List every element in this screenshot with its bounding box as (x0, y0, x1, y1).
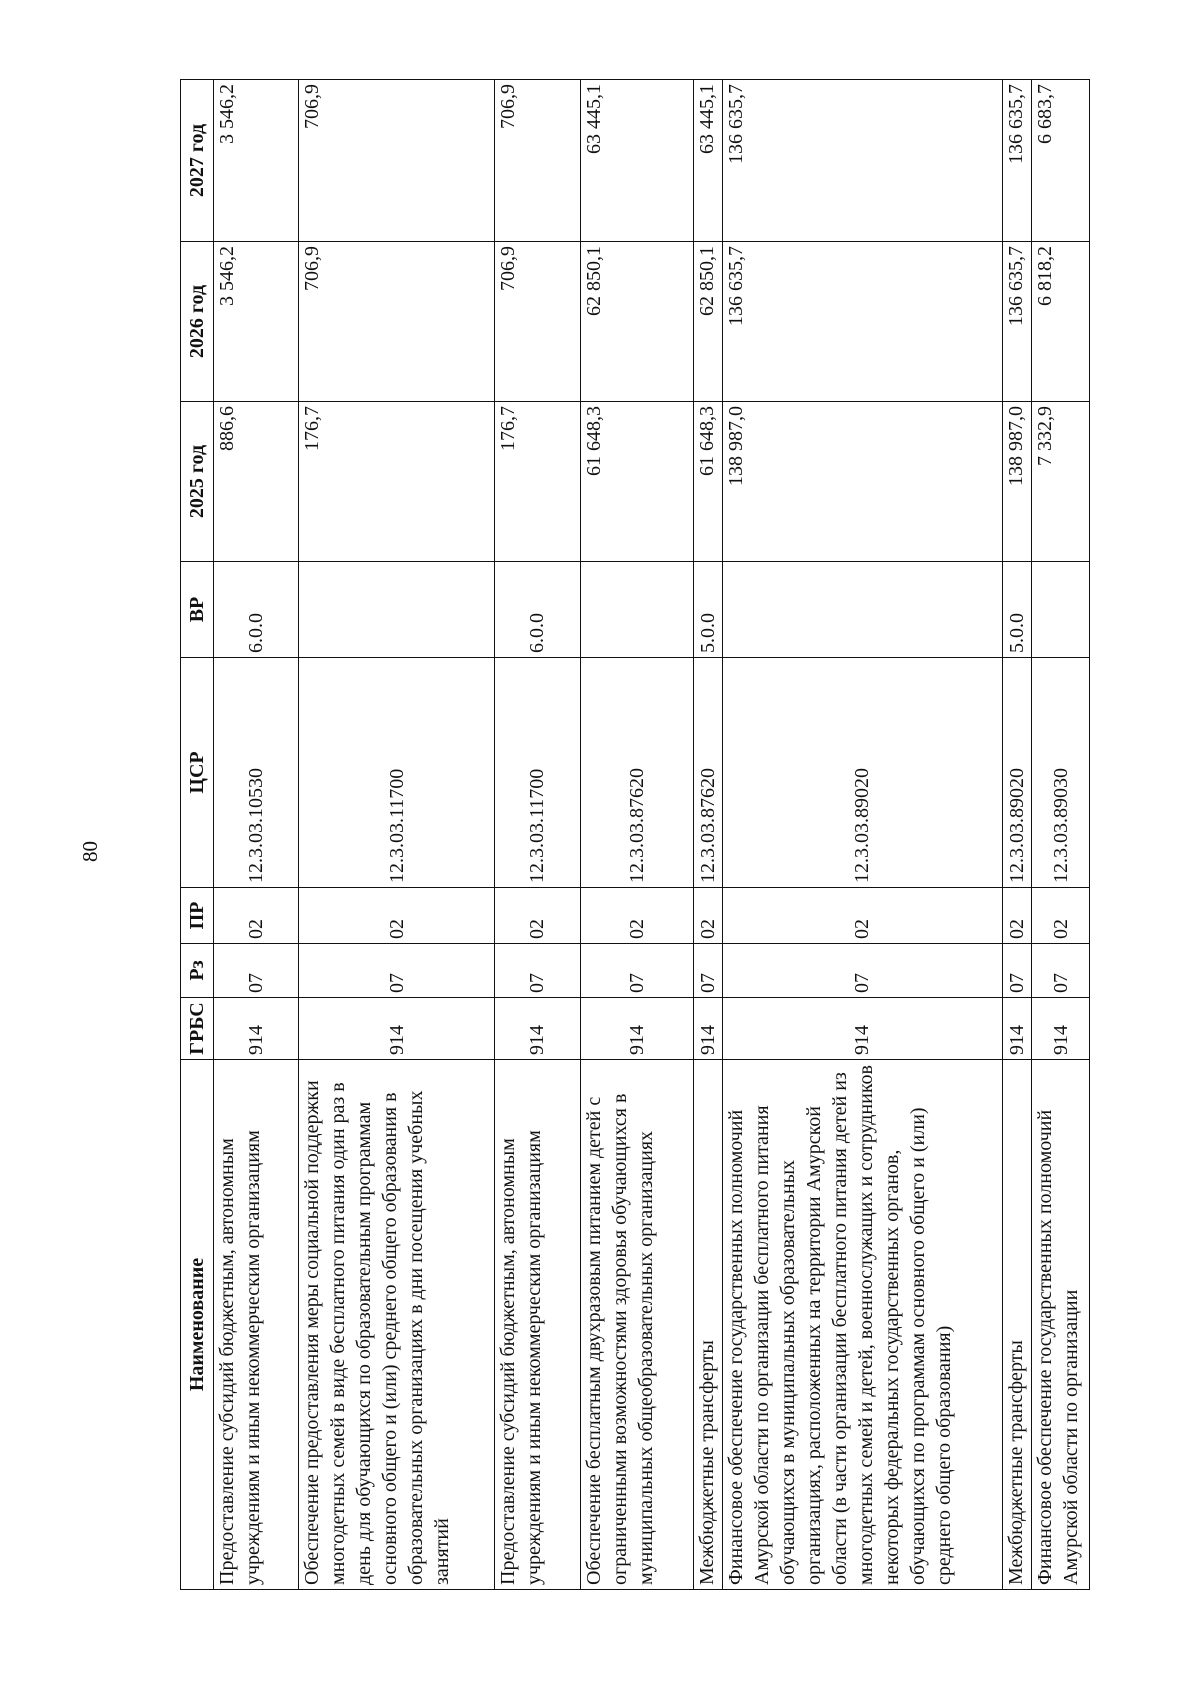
row-rz: 07 (214, 944, 299, 998)
budget-table (180, 79, 1090, 1590)
row-csr: 12.3.03.11700 (495, 658, 580, 888)
page-number: 80 (78, 841, 102, 862)
row-grbs: 914 (1002, 998, 1032, 1060)
row-grbs: 914 (214, 998, 299, 1060)
row-pr: 02 (693, 888, 723, 944)
row-2026: 136 635,7 (723, 242, 1002, 402)
row-rz: 07 (299, 944, 495, 998)
row-rz: 07 (1002, 944, 1032, 998)
row-2027: 63 445,1 (580, 80, 693, 242)
row-2027: 3 546,2 (214, 80, 299, 242)
header-name: Наименование (181, 1060, 214, 1590)
row-grbs: 914 (723, 998, 1002, 1060)
row-rz: 07 (1032, 944, 1090, 998)
budget-table-rotated (180, 80, 1090, 1590)
row-csr: 12.3.03.87620 (580, 658, 693, 888)
row-csr: 12.3.03.89020 (723, 658, 1002, 888)
header-2026: 2026 год (181, 242, 214, 402)
row-name: Межбюджетные трансферты (693, 1060, 723, 1590)
row-csr: 12.3.03.10530 (214, 658, 299, 888)
row-grbs: 914 (1032, 998, 1090, 1060)
row-2026: 136 635,7 (1002, 242, 1032, 402)
header-csr: ЦСР (181, 658, 214, 888)
header-pr: ПР (181, 888, 214, 944)
row-rz: 07 (693, 944, 723, 998)
row-name: Обеспечение бесплатным двухразовым питанием детей с ограниченными возможностями здоровья обучающихся в муниципальных общеобразовательных организациях (580, 1060, 693, 1590)
row-2027: 63 445,1 (693, 80, 723, 242)
row-2027: 706,9 (495, 80, 580, 242)
table-row (495, 80, 580, 1590)
row-rz: 07 (580, 944, 693, 998)
row-vr (1032, 562, 1090, 658)
row-2025: 61 648,3 (580, 402, 693, 562)
row-grbs: 914 (580, 998, 693, 1060)
header-2025: 2025 год (181, 402, 214, 562)
row-vr (580, 562, 693, 658)
row-csr: 12.3.03.11700 (299, 658, 495, 888)
row-2025: 176,7 (299, 402, 495, 562)
row-2025: 61 648,3 (693, 402, 723, 562)
row-pr: 02 (723, 888, 1002, 944)
row-2025: 138 987,0 (723, 402, 1002, 562)
table-row (1002, 80, 1032, 1590)
row-vr (299, 562, 495, 658)
row-name: Межбюджетные трансферты (1002, 1060, 1032, 1590)
table-header-row (181, 80, 214, 1590)
header-rz: Рз (181, 944, 214, 998)
header-grbs: ГРБС (181, 998, 214, 1060)
row-2025: 7 332,9 (1032, 402, 1090, 562)
row-pr: 02 (580, 888, 693, 944)
row-name: Обеспечение предоставления меры социальной поддержки многодетных семей в виде бесплатного питания один раз в день для обучающихся по образовательным программам основного общего и (или) среднего общего образования в образовательных организациях в дни посещения учебных занятий (299, 1060, 495, 1590)
row-vr: 5.0.0 (693, 562, 723, 658)
row-name: Финансовое обеспечение государственных полномочий Амурской области по организации (1032, 1060, 1090, 1590)
row-csr: 12.3.03.87620 (693, 658, 723, 888)
row-pr: 02 (495, 888, 580, 944)
row-csr: 12.3.03.89020 (1002, 658, 1032, 888)
row-2026: 62 850,1 (580, 242, 693, 402)
row-2026: 62 850,1 (693, 242, 723, 402)
row-grbs: 914 (299, 998, 495, 1060)
row-2026: 706,9 (299, 242, 495, 402)
row-rz: 07 (495, 944, 580, 998)
table-row (214, 80, 299, 1590)
table-row (580, 80, 693, 1590)
row-rz: 07 (723, 944, 1002, 998)
header-2027: 2027 год (181, 80, 214, 242)
row-csr: 12.3.03.89030 (1032, 658, 1090, 888)
row-vr: 5.0.0 (1002, 562, 1032, 658)
table-row (1032, 80, 1090, 1590)
row-2025: 176,7 (495, 402, 580, 562)
row-vr (723, 562, 1002, 658)
header-vr: ВР (181, 562, 214, 658)
row-2026: 706,9 (495, 242, 580, 402)
row-grbs: 914 (693, 998, 723, 1060)
row-pr: 02 (1002, 888, 1032, 944)
table-row (299, 80, 495, 1590)
row-2027: 136 635,7 (1002, 80, 1032, 242)
row-vr: 6.0.0 (214, 562, 299, 658)
row-vr: 6.0.0 (495, 562, 580, 658)
row-2025: 886,6 (214, 402, 299, 562)
row-2026: 6 818,2 (1032, 242, 1090, 402)
row-2027: 706,9 (299, 80, 495, 242)
row-2027: 6 683,7 (1032, 80, 1090, 242)
row-pr: 02 (299, 888, 495, 944)
row-name: Финансовое обеспечение государственных полномочий Амурской области по организации бесплатного питания обучающихся в муниципальных образовательных организациях, расположенных на территории Амурской области (в части организации бесплатного питания детей из многодетных семей и детей, военнослужащих и сотрудников некоторых федеральных государственных органов, обучающихся по программам основного общего и (или) среднего общего образования) (723, 1060, 1002, 1590)
row-grbs: 914 (495, 998, 580, 1060)
row-name: Предоставление субсидий бюджетным, автономным учреждениям и иным некоммерческим организациям (495, 1060, 580, 1590)
table-row (693, 80, 723, 1590)
row-name: Предоставление субсидий бюджетным, автономным учреждениям и иным некоммерческим организациям (214, 1060, 299, 1590)
row-2027: 136 635,7 (723, 80, 1002, 242)
row-2025: 138 987,0 (1002, 402, 1032, 562)
row-2026: 3 546,2 (214, 242, 299, 402)
table-row (723, 80, 1002, 1590)
row-pr: 02 (1032, 888, 1090, 944)
row-pr: 02 (214, 888, 299, 944)
